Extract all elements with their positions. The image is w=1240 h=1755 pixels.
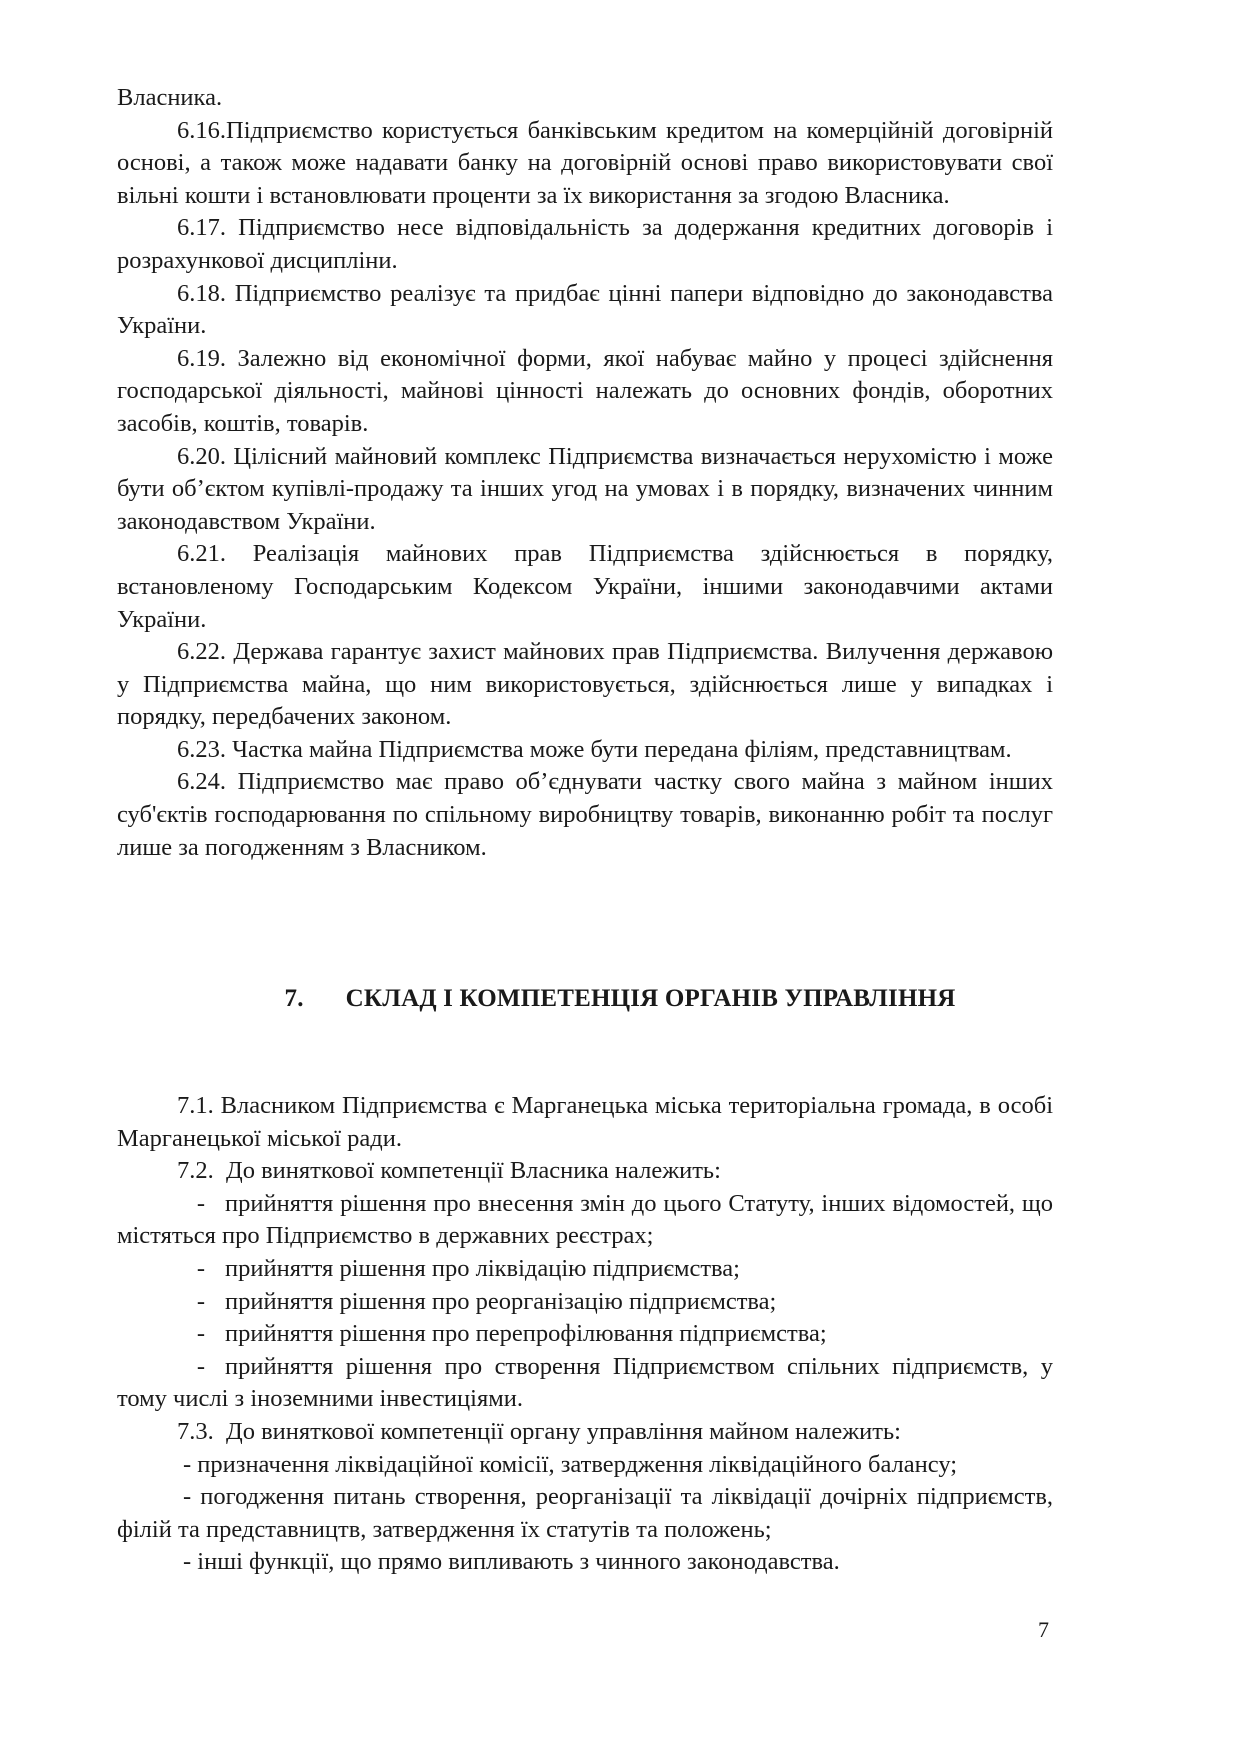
paragraph-text: Цілісний майновий комплекс Підприємства визначається нерухомістю і може бути об’єктом купівлі-продажу та інших угод на умовах і в порядку, визначених чинним законодавством України. bbox=[117, 442, 1054, 535]
paragraph-6-23 bbox=[117, 734, 1053, 767]
list-item bbox=[117, 1253, 1053, 1286]
dash-bullet: - bbox=[196, 1320, 206, 1348]
list-item bbox=[117, 1286, 1053, 1319]
list-item-text: прийняття рішення про внесення змін до цього Статуту, інших відомостей, що містяться про Підприємство в державних реєстрах; bbox=[117, 1189, 1053, 1250]
paragraph-text: До виняткової компетенції Власника належить: bbox=[226, 1157, 721, 1185]
paragraph-number: 6.20. bbox=[177, 442, 226, 470]
section-7-body bbox=[117, 1090, 1053, 1579]
paragraph-number: 6.17. bbox=[177, 214, 226, 242]
dash-bullet: - bbox=[183, 1450, 192, 1478]
paragraph-text: До виняткової компетенції органу управління майном належить: bbox=[226, 1417, 901, 1445]
paragraph-text: Підприємство реалізує та придбає цінні папери відповідно до законодавства України. bbox=[117, 279, 1054, 340]
paragraph-6-21 bbox=[117, 538, 1053, 636]
paragraph-text: Реалізація майнових прав Підприємства здійснюється в порядку, встановленому Господарським Кодексом України, іншими законодавчими актами України. bbox=[117, 540, 1053, 633]
list-item-text: прийняття рішення про реорганізацію підприємства; bbox=[225, 1287, 777, 1315]
paragraph-6-24 bbox=[117, 766, 1053, 864]
list-item-text: призначення ліквідаційної комісії, затвердження ліквідаційного балансу; bbox=[197, 1450, 958, 1478]
paragraph-number: 6.24. bbox=[177, 768, 226, 796]
paragraph-6-20 bbox=[117, 441, 1053, 539]
paragraph-6-22 bbox=[117, 636, 1053, 734]
paragraph-6-16 bbox=[117, 115, 1053, 213]
paragraph-7-2 bbox=[117, 1155, 1053, 1188]
list-item bbox=[117, 1481, 1053, 1546]
list-item bbox=[117, 1351, 1053, 1416]
paragraph-number: 6.16. bbox=[177, 116, 226, 144]
list-item-text: прийняття рішення про ліквідацію підприємства; bbox=[225, 1254, 740, 1282]
paragraph-number: 6.21. bbox=[177, 540, 226, 568]
list-item bbox=[117, 1546, 1053, 1579]
paragraph-number: 7.1. bbox=[177, 1092, 214, 1119]
paragraph-6-18 bbox=[117, 278, 1053, 343]
paragraph-6-17 bbox=[117, 212, 1053, 277]
paragraph-text: Підприємство користується банківським кредитом на комерційній договірній основі, а також може надавати банку на договірній основі право використовувати свої вільні кошти і встановлювати проценти за їх використання за згодою Власника. bbox=[117, 116, 1053, 209]
section-6-continued bbox=[117, 82, 1053, 864]
paragraph-text: Залежно від економічної форми, якої набуває майно у процесі здійснення господарської діяльності, майнові цінності належать до основних фондів, оборотних засобів, коштів, товарів. bbox=[117, 344, 1053, 437]
dash-bullet: - bbox=[196, 1254, 206, 1282]
dash-bullet: - bbox=[196, 1287, 206, 1315]
dash-bullet: - bbox=[183, 1548, 192, 1576]
section-7-heading bbox=[0, 985, 1240, 1013]
dash-bullet: - bbox=[183, 1483, 192, 1511]
paragraph-7-3 bbox=[117, 1416, 1053, 1449]
lead-fragment: Власника. bbox=[117, 84, 223, 111]
list-item-text: інші функції, що прямо випливають з чинного законодавства. bbox=[197, 1548, 840, 1576]
paragraph-text: Підприємство несе відповідальність за додержання кредитних договорів і розрахункової дисципліни. bbox=[117, 214, 1053, 274]
section-number: 7. bbox=[284, 985, 304, 1012]
list-item-text: прийняття рішення про створення Підприємством спільних підприємств, у тому числі з іноземними інвестиціями. bbox=[117, 1352, 1053, 1413]
section-title: СКЛАД І КОМПЕТЕНЦІЯ ОРГАНІВ УПРАВЛІННЯ bbox=[345, 985, 956, 1012]
paragraph-number: 6.22. bbox=[177, 638, 226, 666]
paragraph-text: Власником Підприємства є Марганецька міська територіальна громада, в особі Марганецької міської ради. bbox=[117, 1092, 1053, 1152]
paragraph-number: 6.18. bbox=[177, 279, 226, 307]
page-number: 7 bbox=[1038, 1617, 1049, 1642]
list-item-text: прийняття рішення про перепрофілювання підприємства; bbox=[225, 1320, 827, 1348]
paragraph-text: Підприємство має право об’єднувати частку свого майна з майном інших суб'єктів господарювання по спільному виробництву товарів, виконанню робіт та послуг лише за погодженням з Власником. bbox=[117, 768, 1053, 861]
paragraph-number: 6.19. bbox=[177, 344, 226, 372]
paragraph-number: 7.2. bbox=[177, 1157, 214, 1185]
paragraph-6-19 bbox=[117, 343, 1053, 441]
list-item bbox=[117, 1449, 1053, 1482]
list-item-text: погодження питань створення, реорганізації та ліквідації дочірніх підприємств, філій та представництв, затвердження їх статутів та положень; bbox=[117, 1483, 1054, 1543]
paragraph-number: 7.3. bbox=[177, 1417, 214, 1445]
paragraph-text: Частка майна Підприємства може бути передана філіям, представництвам. bbox=[232, 735, 1012, 763]
paragraph-text: Держава гарантує захист майнових прав Підприємства. Вилучення державою у Підприємства майна, що ним використовується, здійснюється лише у випадках і порядку, передбачених законом. bbox=[117, 638, 1053, 731]
dash-bullet: - bbox=[196, 1352, 206, 1380]
list-item bbox=[117, 1188, 1053, 1253]
paragraph-number: 6.23. bbox=[177, 735, 226, 763]
list-item bbox=[117, 1318, 1053, 1351]
dash-bullet: - bbox=[196, 1189, 206, 1217]
paragraph-7-1 bbox=[117, 1090, 1053, 1155]
